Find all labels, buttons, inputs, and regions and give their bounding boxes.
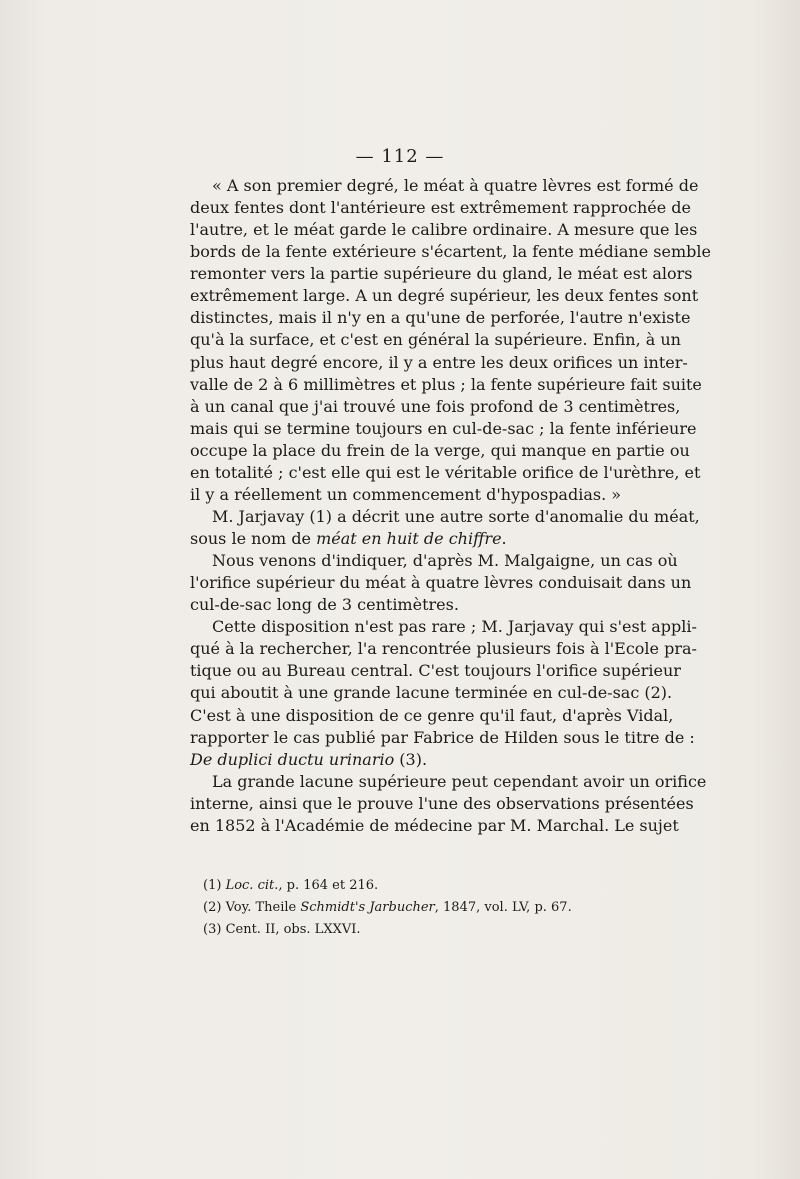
text-fragment: sous le nom de [190, 529, 317, 548]
text-line: C'est à une disposition de ce genre qu'il faut, d'après Vidal, [190, 705, 674, 725]
footnote-2 [203, 897, 673, 919]
text-line: deux fentes dont l'antérieure est extrêmement rapprochée de [190, 198, 691, 218]
footnote-italic: Schmidt's Jarbucher [300, 900, 435, 915]
text-line: occupe la place du frein de la verge, qui manque en partie ou [190, 440, 690, 460]
footnote-italic: Loc. cit. [225, 878, 279, 893]
footnote-mark: (3) [203, 922, 222, 937]
page-number: — 112 — [355, 146, 445, 167]
text-line: mais qui se termine toujours en cul-de-sac ; la fente inférieure [190, 418, 697, 438]
body-text [190, 175, 711, 837]
text-line: qué à la rechercher, l'a rencontrée plusieurs fois à l'Ecole pra- [190, 639, 697, 659]
text-line: M. Jarjavay (1) a décrit une autre sorte d'anomalie du méat, [212, 506, 700, 526]
text-line: distinctes, mais il n'y en a qu'une de perforée, l'autre n'existe [190, 308, 691, 328]
text-line: plus haut degré encore, il y a entre les deux orifices un inter- [190, 352, 688, 372]
text-line: Nous venons d'indiquer, d'après M. Malgaigne, un cas où [212, 551, 678, 571]
text-line: il y a réellement un commencement d'hypospadias. » [190, 484, 622, 504]
text-line: valle de 2 à 6 millimètres et plus ; la fente supérieure fait suite [190, 374, 702, 394]
text-line: interne, ainsi que le prouve l'une des observations présentées [190, 793, 694, 813]
footnote-3 [203, 919, 673, 941]
footnote-text: , 1847, vol. LV, p. 67. [434, 900, 572, 915]
footnote-mark: (2) [203, 900, 222, 915]
text-fragment: . [501, 529, 507, 548]
italic-term: méat en huit de chiffre [316, 529, 502, 548]
text-line: l'orifice supérieur du méat à quatre lèvres conduisait dans un [190, 573, 692, 593]
text-line: rapporter le cas publié par Fabrice de Hilden sous le titre de : [190, 727, 695, 747]
text-line: à un canal que j'ai trouvé une fois profond de 3 centimètres, [190, 396, 681, 416]
text-line: La grande lacune supérieure peut cependant avoir un orifice [212, 771, 707, 791]
text-line: bords de la fente extérieure s'écartent, la fente médiane semble [190, 242, 711, 262]
text-line: « A son premier degré, le méat à quatre lèvres est formé de [212, 176, 699, 195]
footnotes [203, 875, 673, 941]
footnote-text: Cent. II, obs. LXXVI. [225, 922, 361, 937]
text-line: extrêmement large. A un degré supérieur, les deux fentes sont [190, 286, 699, 306]
text-line: Cette disposition n'est pas rare ; M. Jarjavay qui s'est appli- [212, 617, 697, 637]
text-line: remonter vers la partie supérieure du gland, le méat est alors [190, 264, 693, 284]
text-line: tique ou au Bureau central. C'est toujours l'orifice supérieur [190, 661, 681, 681]
text-line [190, 749, 672, 771]
text-line: cul-de-sac long de 3 centimètres. [190, 595, 459, 615]
text-line: l'autre, et le méat garde le calibre ordinaire. A mesure que les [190, 220, 698, 240]
footnote-text: , p. 164 et 216. [278, 878, 379, 893]
text-line [190, 528, 672, 550]
footnote-text: Voy. Theile [225, 900, 301, 915]
text-line: qu'à la surface, et c'est en général la supérieure. Enfin, à un [190, 330, 681, 350]
text-line: en totalité ; c'est elle qui est le véritable orifice de l'urèthre, et [190, 462, 701, 482]
italic-title: De duplici ductu urinario [190, 749, 395, 769]
text-line: en 1852 à l'Académie de médecine par M. Marchal. Le sujet [190, 815, 679, 835]
footnote-1 [203, 875, 673, 897]
footnote-mark: (1) [203, 878, 222, 893]
text-line: qui aboutit à une grande lacune terminée en cul-de-sac (2). [190, 683, 673, 703]
text-fragment: (3). [394, 749, 428, 769]
